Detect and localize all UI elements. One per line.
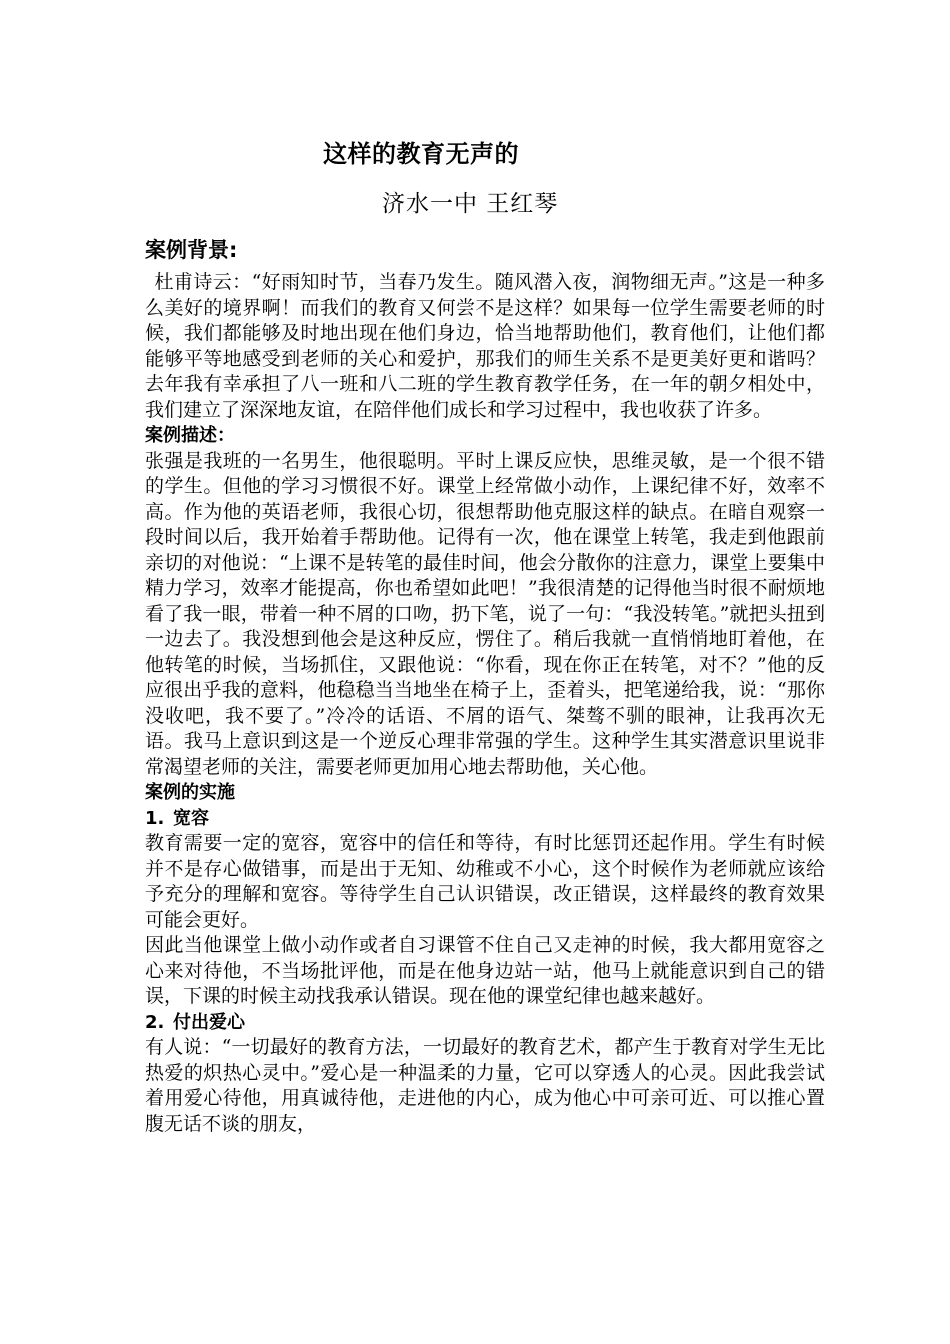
item-number: 1. — [145, 807, 165, 829]
item-paragraph: 因此当他课堂上做小动作或者自习课管不住自己又走神的时候，我大都用宽容之心来对待他，不当场批评他，而是在他身边站一站，他马上就能意识到自己的错误，下课的时候主动找我承认错误。现在他的课堂纪律也越来越好。 — [145, 934, 825, 1007]
description-paragraph: 张强是我班的一名男生，他很聪明。平时上课反应快，思维灵敏，是一个很不错的学生。但他的学习习惯很不好。课堂上经常做小动作，上课纪律不好，效率不高。作为他的英语老师，我很心切，很想帮助他克服这样的缺点。在暗自观察一段时间以后，我开始着手帮助他。记得有一次，他在课堂上转笔，我走到他跟前亲切的对他说：“上课不是转笔的最佳时间，他会分散你的注意力，课堂上要集中精力学习，效率才能提高，你也希望如此吧！”我很清楚的记得他当时很不耐烦地看了我一眼，带着一种不屑的口吻，扔下笔，说了一句：“我没转笔。”就把头扭到一边去了。我没想到他会是这种反应，愣住了。稍后我就一直悄悄地盯着他，在他转笔的时候，当场抓住，又跟他说：“你看，现在你正在转笔，对不？”他的反应很出乎我的意料，他稳稳当当地坐在椅子上，歪着头，把笔递给我，说：“那你没收吧，我不要了。”冷冷的话语、不屑的语气、桀骜不驯的眼神，让我再次无语。我马上意识到这是一个逆反心理非常强的学生。这种学生其实潜意识里说非常渴望老师的关注，需要老师更加用心地去帮助他，关心他。 — [145, 449, 825, 778]
background-heading: 案例背景: — [145, 238, 238, 262]
item-heading: 付出爱心 — [173, 1011, 245, 1033]
document-author: 济水一中 王红琴 — [382, 191, 559, 217]
document-body — [145, 270, 825, 1137]
description-heading: 案例描述： — [145, 425, 235, 446]
implementation-heading: 案例的实施 — [145, 782, 235, 803]
implementation-item-2 — [145, 1010, 825, 1138]
item-number: 2. — [145, 1011, 165, 1033]
item-paragraph: 教育需要一定的宽容，宽容中的信任和等待，有时比惩罚还起作用。学生有时候并不是存心做错事，而是出于无知、幼稚或不小心，这个时候作为老师就应该给予充分的理解和宽容。等待学生自己认识错误，改正错误，这样最终的教育效果可能会更好。 — [145, 832, 825, 931]
document-title: 这样的教育无声的 — [323, 140, 519, 168]
item-heading: 宽容 — [173, 807, 209, 829]
item-paragraph: 有人说：“一切最好的教育方法，一切最好的教育艺术，都产生于教育对学生无比热爱的炽热心灵中。”爱心是一种温柔的力量，它可以穿透人的心灵。因此我尝试着用爱心待他，用真诚待他，走进他的内心，成为他心中可亲可近、可以推心置腹无话不谈的朋友， — [145, 1036, 825, 1135]
background-paragraph: 杜甫诗云：“好雨知时节，当春乃发生。随风潜入夜，润物细无声。”这是一种多么美好的境界啊！而我们的教育又何尝不是这样？如果每一位学生需要老师的时候，我们都能够及时地出现在他们身边，恰当地帮助他们，教育他们，让他们都能够平等地感受到老师的关心和爱护，那我们的师生关系不是更美好更和谐吗？去年我有幸承担了八一班和八二班的学生教育教学任务，在一年的朝夕相处中，我们建立了深深地友谊，在陪伴他们成长和学习过程中，我也收获了许多。 — [145, 271, 825, 421]
implementation-item-1 — [145, 806, 825, 1010]
